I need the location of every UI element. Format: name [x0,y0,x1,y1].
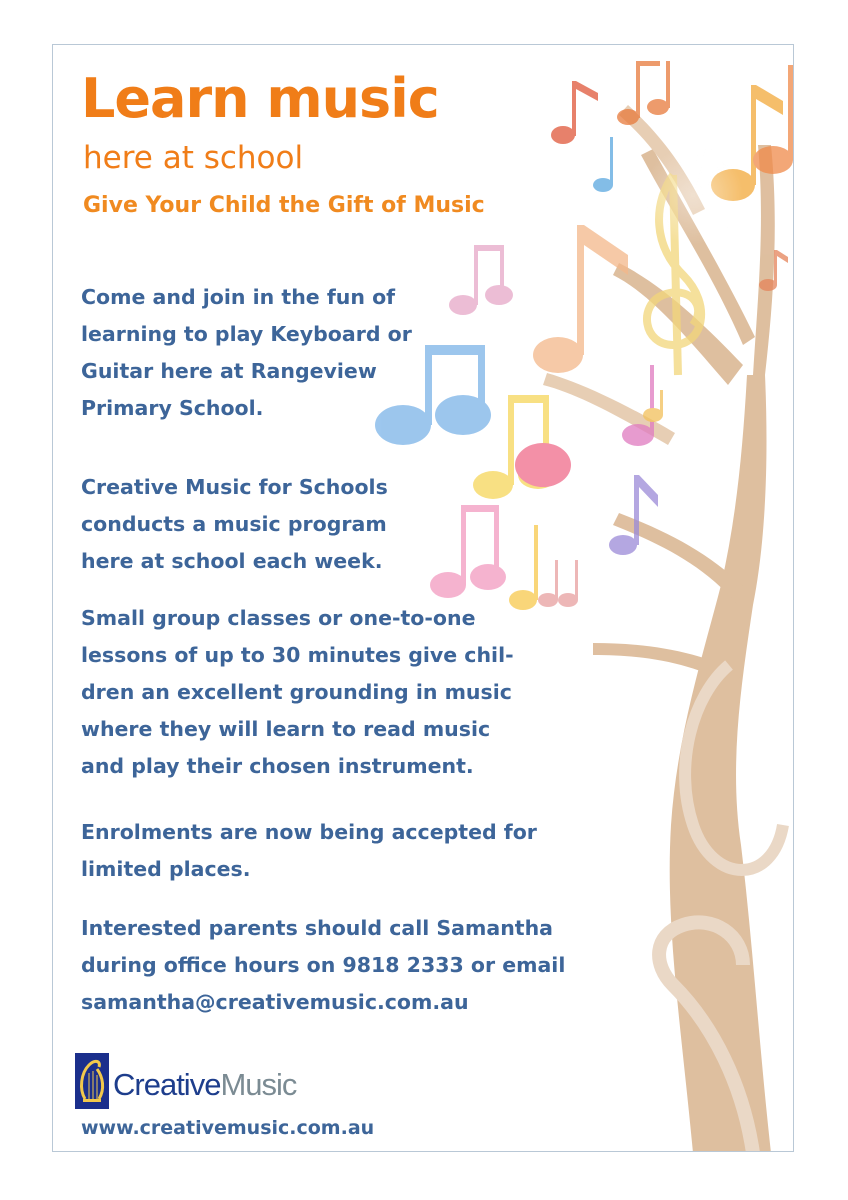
logo-wordmark [113,1063,296,1107]
text-line: Small group classes or one-to-one [81,606,476,630]
logo-word-creative: Creative [113,1067,221,1102]
text-line: limited places. [81,857,251,881]
text-line: lessons of up to 30 minutes give chil- [81,643,514,667]
music-note-icon [538,560,578,607]
program-paragraph [81,469,388,580]
text-line: Guitar here at Rangeview [81,359,377,383]
music-note-icon [430,505,506,598]
music-note-icon [533,225,628,373]
music-note-icon [609,475,658,555]
text-line: during office hours on 9818 2333 or email [81,953,566,977]
contact-email[interactable]: samantha@creativemusic.com.au [81,990,469,1014]
text-line: Enrolments are now being accepted for [81,820,537,844]
text-line: Creative Music for Schools [81,475,388,499]
text-line: Primary School. [81,396,264,420]
music-note-icon [622,365,654,446]
text-line: Come and join in the fun of [81,285,396,309]
music-note-icon [509,525,538,610]
music-note-icon [449,245,513,315]
text-line: and play their chosen instrument. [81,754,474,778]
lyre-logo-icon [75,1053,109,1109]
creative-music-logo [75,1053,375,1113]
enrolments-paragraph [81,814,537,888]
music-note-icon [617,61,670,125]
website-link[interactable]: www.creativemusic.com.au [81,1117,375,1139]
page-title: Learn music [81,67,439,130]
flyer-frame [52,44,794,1152]
music-notes-cluster [375,61,793,610]
logo-word-music: Music [220,1067,297,1102]
text-line: conducts a music program [81,512,387,536]
text-line: dren an excellent grounding in music [81,680,512,704]
text-line: Interested parents should call Samantha [81,916,554,940]
music-note-icon [551,81,598,144]
classes-paragraph [81,600,514,785]
page-subtitle: here at school [83,140,304,176]
contact-paragraph [81,910,565,1021]
intro-paragraph [81,279,412,427]
music-note-icon [753,65,793,174]
music-note-icon [593,137,613,192]
text-line: where they will learn to read music [81,717,491,741]
text-line: here at school each week. [81,549,383,573]
tagline: Give Your Child the Gift of Music [83,193,485,218]
text-line: learning to play Keyboard or [81,322,412,346]
music-note-icon [515,443,571,487]
